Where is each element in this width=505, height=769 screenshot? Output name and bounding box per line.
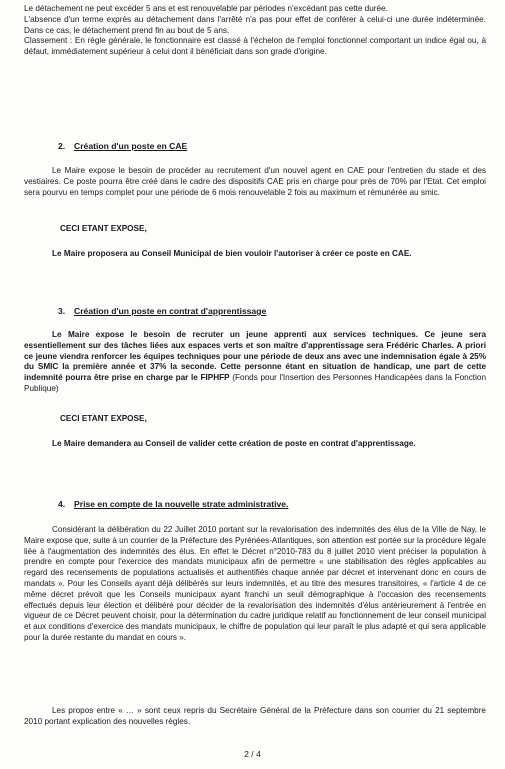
paragraph-normal-part: (Fonds pour l'Insertion des Personnes Handicapées dans la Fonction Publique) [24,373,486,393]
decision-paragraph: Le Maire demandera au Conseil de valider cette création de poste en contrat d'apprentissage. [52,439,416,448]
paragraph: Le détachement ne peut excéder 5 ans et est renouvelable par périodes n'excédant pas cette durée. [24,4,388,13]
section-3-body [24,330,486,395]
section-number: 4. [58,499,66,509]
ceci-etant-expose: CECI ETANT EXPOSE, [60,414,147,423]
paragraph [24,330,486,395]
section-heading [58,306,486,316]
detachement-section [24,4,486,58]
paragraph-bold-part: Le Maire expose le besoin de recruter un jeune apprenti aux services techniques. Ce jeune sera essentiellement sur des tâches liées aux espaces verts et son maître d'apprentissage sera Frédéric Charles. A priori ce jeune viendra renforcer les équipes techniques pour une période de deux ans avec une indemnisation égale à 25% du SMIC la première année et 37% la seconde. Cette personne étant en situation de handicap, une part de cette indemnité pourra être prise en charge par le FIPHFP [24,330,486,383]
section-2-ceci [24,224,486,233]
paragraph: Les propos entre « … » sont ceux repris du Secrétaire Général de la Préfecture dans son courrier du 21 septembre 2010 portant explication des nouvelles règles. [24,706,486,726]
section-2-body [24,166,486,198]
section-title: Création d'un poste en CAE [74,141,188,151]
section-title: Prise en compte de la nouvelle strate administrative. [74,499,289,509]
section-heading [58,499,486,509]
section-4-body [24,525,486,644]
section-4 [24,499,486,509]
ceci-etant-expose: CECI ETANT EXPOSE, [60,224,147,233]
section-3 [24,306,486,316]
section-number: 2. [58,141,66,151]
section-number: 3. [58,306,66,316]
section-3-decision [24,437,486,450]
paragraph: Le Maire expose le besoin de procéder au recrutement d'un nouvel agent en CAE pour l'entretien du stade et des vestiaires. Ce poste pourra être créé dans le cadre des dispositifs CAE pris en charge pour près de 70% par l'Etat. Cet emploi sera pourvu en temps complet pour une période de 6 mois renouvelable 2 fois au maximum et rémunérée au smic. [24,166,486,197]
paragraph: L'absence d'un terme exprès au détachement dans l'arrêté n'a pas pour effet de conférer à celui-ci une durée indéterminée. Dans ce cas, le détachement prend fin au bout de 5 ans. [24,14,486,35]
section-4-note [24,706,486,728]
section-2-decision [24,246,486,262]
section-title: Création d'un poste en contrat d'apprentissage [74,306,267,316]
decision-paragraph: Le Maire proposera au Conseil Municipal de bien vouloir l'autoriser à créer ce poste en CAE. [52,249,412,258]
page-number: 2 / 4 [244,749,261,759]
section-2 [24,141,486,151]
paragraph: Classement : En règle générale, le fonctionnaire est classé à l'échelon de l'emploi fonctionnel comportant un indice égal ou, à défaut, immédiatement supérieur à celui dont il bénéficiait dans son grade d'origine. [24,36,486,57]
section-3-ceci [24,414,486,423]
paragraph: Considérant la délibération du 22 Juillet 2010 portant sur la revalorisation des indemnités des élus de la Ville de Nay, le Maire expose que, suite à un courrier de la Préfecture des Pyrénées-Atlantiques, son attention est portée sur la procédure légale liée à l'augmentation des indemnités des élus. En effet le Décret n°2010-783 du 8 juillet 2010 vient préciser la population à prendre en compte pour l'exercice des mandats municipaux afin de permettre « une stabilisation des règles applicables au regard des recensements de populations actualisés et authentifiés chaque année par décret et intervenant donc en cours de mandats ». Pour les Conseils ayant déjà délibérés sur leurs indemnités, et au titre des mesures transitoires, « l'article 4 de ce même décret prévoit que les Conseils municipaux ayant franchi un seuil démographique à l'occasion des recensements effectués depuis leur élection et délibéré pour décider de la revalorisation des indemnités d'élus antérieurement à l'entrée en vigueur de ce Décret peuvent choisir, pour la détermination du cadre juridique relatif au fonctionnement de leur conseil municipal et aux conditions d'exercice des mandats municipaux, le chiffre de population qui leur paraît le plus adapté et qui sera applicable pour la durée restante du mandat en cours ». [24,525,486,642]
section-heading [58,141,486,151]
